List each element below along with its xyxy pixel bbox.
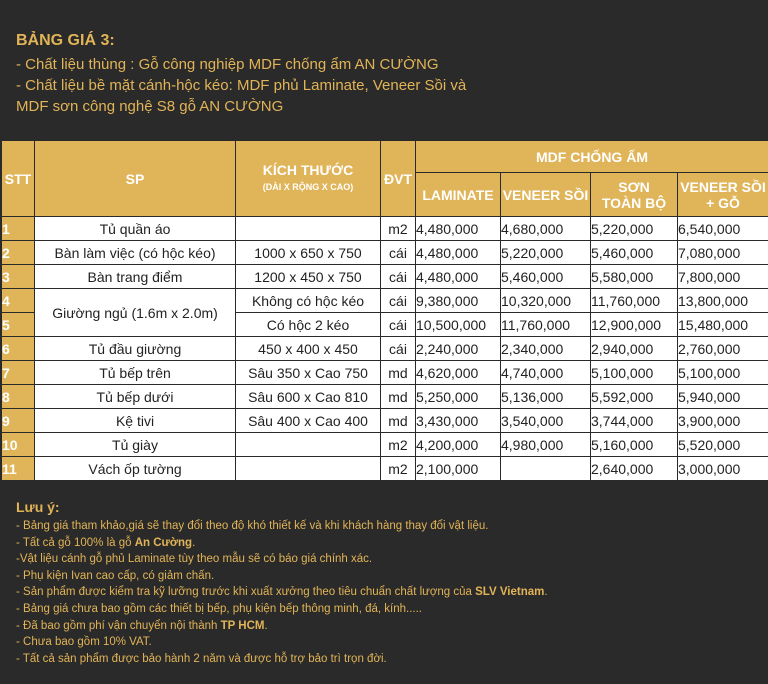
row-size: [236, 217, 381, 241]
row-paint-price: 5,220,000: [591, 217, 678, 241]
row-laminate-price: 2,240,000: [416, 337, 501, 361]
table-row: [2, 241, 768, 265]
price-table: [1, 140, 768, 481]
row-veneer-wood-price: 6,540,000: [678, 217, 768, 241]
note-text: .: [264, 619, 268, 632]
row-veneer-price: 5,460,000: [501, 265, 591, 289]
row-veneer-wood-price: 7,080,000: [678, 241, 768, 265]
row-paint-price: 12,900,000: [591, 313, 678, 337]
row-unit: m2: [381, 217, 416, 241]
row-veneer-price: 5,220,000: [501, 241, 591, 265]
row-veneer-price: 2,340,000: [501, 337, 591, 361]
notes-section: [16, 499, 761, 667]
row-product: Tủ bếp dưới: [35, 385, 236, 409]
row-stt: 11: [2, 457, 35, 481]
header-paint: [591, 173, 678, 217]
table-row: [2, 289, 768, 313]
note-item: - Phụ kiện Ivan cao cấp, có giảm chấn.: [16, 569, 215, 582]
row-veneer-wood-price: 3,000,000: [678, 457, 768, 481]
row-product: Tủ đầu giường: [35, 337, 236, 361]
row-veneer-price: 4,680,000: [501, 217, 591, 241]
note-item: [16, 584, 761, 601]
row-veneer-wood-price: 7,800,000: [678, 265, 768, 289]
row-stt: 2: [2, 241, 35, 265]
header-veneer-wood: [678, 173, 768, 217]
row-unit: m2: [381, 433, 416, 457]
header-veneer-wood-line1: VENEER SỒI: [680, 178, 766, 195]
row-unit: cái: [381, 337, 416, 361]
row-stt: 8: [2, 385, 35, 409]
row-laminate-price: 4,620,000: [416, 361, 501, 385]
row-size: Không có hộc kéo: [236, 289, 381, 313]
row-laminate-price: 4,480,000: [416, 265, 501, 289]
header-sp: SP: [35, 141, 236, 217]
note-item: [16, 535, 761, 552]
row-product: Giường ngủ (1.6m x 2.0m): [35, 289, 236, 337]
note-city: TP HCM: [220, 619, 265, 632]
row-stt: 9: [2, 409, 35, 433]
row-product: Tủ bếp trên: [35, 361, 236, 385]
row-unit: cái: [381, 313, 416, 337]
row-stt: 6: [2, 337, 35, 361]
row-size: [236, 457, 381, 481]
note-item: [16, 618, 761, 635]
row-size: [236, 433, 381, 457]
row-product: Kệ tivi: [35, 409, 236, 433]
note-brand: An Cường: [134, 536, 193, 549]
row-paint-price: 5,460,000: [591, 241, 678, 265]
note-text: .: [192, 536, 196, 549]
row-size: Có hộc 2 kéo: [236, 313, 381, 337]
row-veneer-wood-price: 13,800,000: [678, 289, 768, 313]
row-paint-price: 5,580,000: [591, 265, 678, 289]
note-item: - Tất cả sản phẩm được bảo hành 2 năm và được hỗ trợ bảo trì trọn đời.: [16, 652, 387, 665]
row-product: Bàn làm việc (có hộc kéo): [35, 241, 236, 265]
header-size-label: KÍCH THƯỚC: [262, 162, 354, 178]
row-stt: 1: [2, 217, 35, 241]
row-laminate-price: 4,480,000: [416, 241, 501, 265]
row-size: Sâu 350 x Cao 750: [236, 361, 381, 385]
row-stt: 10: [2, 433, 35, 457]
row-laminate-price: 3,430,000: [416, 409, 501, 433]
row-product: Vách ốp tường: [35, 457, 236, 481]
row-paint-price: 2,940,000: [591, 337, 678, 361]
header-size: [236, 141, 381, 217]
notes-title: Lưu ý:: [16, 499, 60, 515]
row-veneer-price: [501, 457, 591, 481]
row-veneer-price: 10,320,000: [501, 289, 591, 313]
row-veneer-price: 11,760,000: [501, 313, 591, 337]
row-size: 450 x 400 x 450: [236, 337, 381, 361]
header-stt: STT: [2, 141, 35, 217]
table-row: [2, 457, 768, 481]
header-paint-line2: TOÀN BỘ: [601, 194, 667, 211]
row-size: 1000 x 650 x 750: [236, 241, 381, 265]
row-veneer-wood-price: 2,760,000: [678, 337, 768, 361]
row-unit: cái: [381, 289, 416, 313]
note-item: - Bảng giá chưa bao gồm các thiết bị bếp, phụ kiện bếp thông minh, đá, kính.....: [16, 602, 422, 615]
row-unit: cái: [381, 241, 416, 265]
row-unit: md: [381, 361, 416, 385]
row-size: 1200 x 450 x 750: [236, 265, 381, 289]
row-veneer-wood-price: 5,520,000: [678, 433, 768, 457]
header-veneer-wood-line2: + GỖ: [706, 194, 740, 211]
row-size: Sâu 400 x Cao 400: [236, 409, 381, 433]
row-product: Tủ quần áo: [35, 217, 236, 241]
row-veneer-wood-price: 5,100,000: [678, 361, 768, 385]
row-product: Tủ giày: [35, 433, 236, 457]
row-veneer-price: 3,540,000: [501, 409, 591, 433]
price-header: [16, 32, 756, 117]
row-paint-price: 5,160,000: [591, 433, 678, 457]
row-stt: 3: [2, 265, 35, 289]
table-row: [2, 361, 768, 385]
row-unit: md: [381, 385, 416, 409]
material-surface-line: - Chất liệu bề mặt cánh-hộc kéo: MDF phủ Laminate, Veneer Sồi và: [16, 77, 467, 94]
row-veneer-price: 5,136,000: [501, 385, 591, 409]
row-laminate-price: 9,380,000: [416, 289, 501, 313]
row-laminate-price: 2,100,000: [416, 457, 501, 481]
row-veneer-wood-price: 3,900,000: [678, 409, 768, 433]
table-row: [2, 409, 768, 433]
note-item: - Bảng giá tham khảo,giá sẽ thay đổi theo độ khó thiết kế và khi khách hàng thay đổi vật liệu.: [16, 520, 489, 532]
row-stt: 5: [2, 313, 35, 337]
row-stt: 7: [2, 361, 35, 385]
row-unit: md: [381, 409, 416, 433]
row-veneer-wood-price: 15,480,000: [678, 313, 768, 337]
row-veneer-price: 4,740,000: [501, 361, 591, 385]
table-row: [2, 337, 768, 361]
row-laminate-price: 4,480,000: [416, 217, 501, 241]
note-text: - Đã bao gồm phí vận chuyển nội thành: [16, 619, 221, 632]
row-laminate-price: 5,250,000: [416, 385, 501, 409]
row-paint-price: 3,744,000: [591, 409, 678, 433]
material-surface-line-cont: MDF sơn công nghệ S8 gỗ AN CƯỜNG: [16, 98, 284, 115]
table-row: [2, 217, 768, 241]
row-paint-price: 5,100,000: [591, 361, 678, 385]
row-veneer-wood-price: 5,940,000: [678, 385, 768, 409]
row-product: Bàn trang điểm: [35, 265, 236, 289]
note-item: -Vật liệu cánh gỗ phủ Laminate tùy theo mẫu sẽ có báo giá chính xác.: [16, 553, 373, 566]
table-row: [2, 265, 768, 289]
header-paint-line1: SƠN: [618, 178, 650, 195]
header-laminate: LAMINATE: [416, 173, 501, 217]
note-item: - Chưa bao gồm 10% VAT.: [16, 636, 152, 649]
row-unit: cái: [381, 265, 416, 289]
row-paint-price: 5,592,000: [591, 385, 678, 409]
row-laminate-price: 4,200,000: [416, 433, 501, 457]
row-size: Sâu 600 x Cao 810: [236, 385, 381, 409]
row-laminate-price: 10,500,000: [416, 313, 501, 337]
price-table-title: BẢNG GIÁ 3:: [16, 32, 115, 49]
note-text: - Tất cả gỗ 100% là gỗ: [16, 536, 135, 549]
row-veneer-price: 4,980,000: [501, 433, 591, 457]
row-unit: m2: [381, 457, 416, 481]
header-group-mdf: MDF CHỐNG ẨM: [416, 141, 768, 173]
table-row: [2, 433, 768, 457]
row-paint-price: 2,640,000: [591, 457, 678, 481]
table-row: [2, 385, 768, 409]
note-text: .: [544, 586, 548, 599]
row-stt: 4: [2, 289, 35, 313]
header-unit: ĐVT: [381, 141, 416, 217]
header-size-sub: (DÀI X RỘNG X CAO): [262, 182, 354, 192]
note-text: - Sản phẩm được kiểm tra kỹ lưỡng trước khi xuất xưởng theo tiêu chuẩn chất lượng của: [16, 586, 476, 599]
header-veneer: VENEER SỒI: [501, 173, 591, 217]
row-paint-price: 11,760,000: [591, 289, 678, 313]
note-brand: SLV Vietnam: [475, 586, 545, 599]
material-body-line: - Chất liệu thùng : Gỗ công nghiệp MDF chống ẩm AN CƯỜNG: [16, 56, 439, 73]
